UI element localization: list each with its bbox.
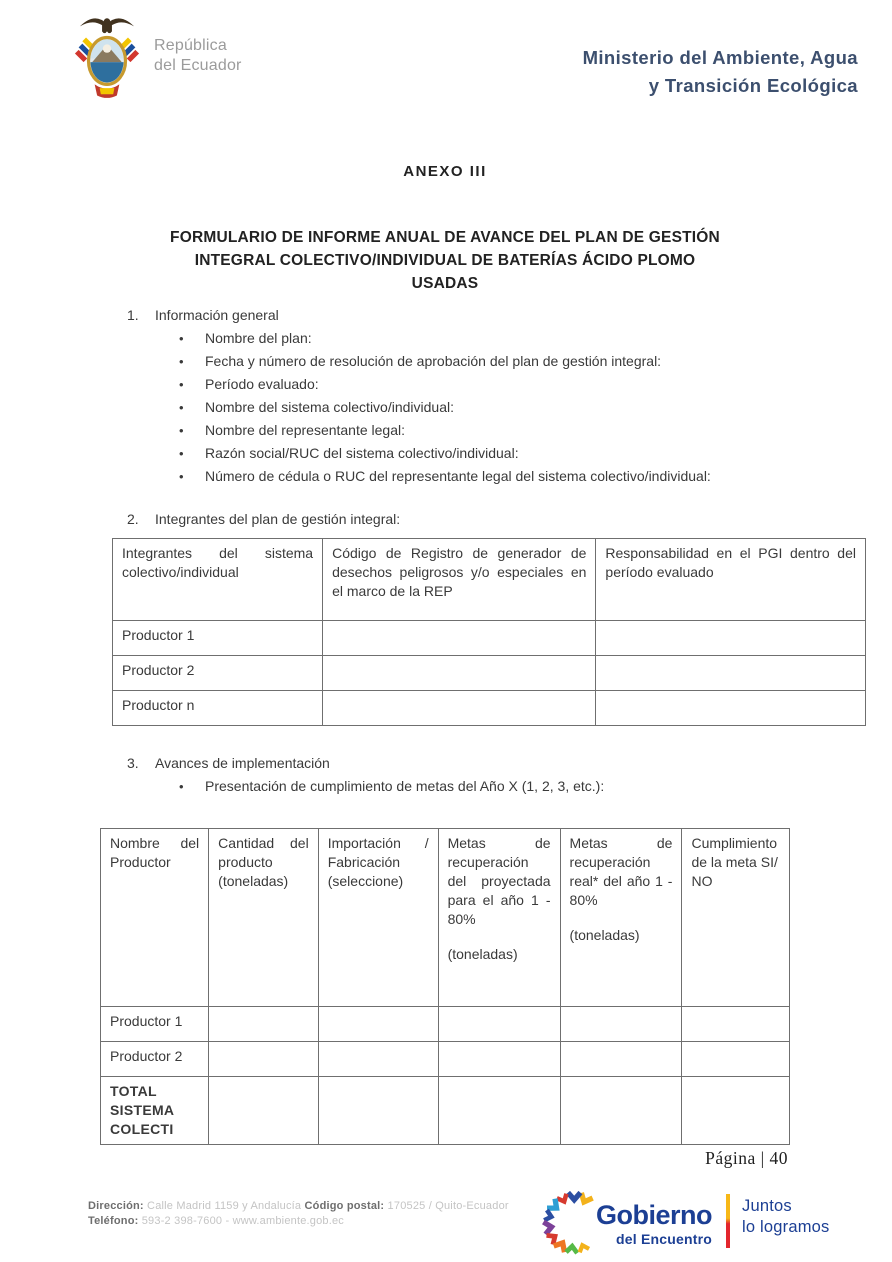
column-header xyxy=(560,829,682,1007)
form-title-line-1: FORMULARIO DE INFORME ANUAL DE AVANCE DEL PLAN DE GESTIÓN xyxy=(170,229,720,246)
column-header: Nombre del Productor xyxy=(101,829,209,1007)
bullet-text: Presentación de cumplimiento de metas del Año X (1, 2, 3, etc.): xyxy=(205,778,605,794)
bullet-icon: • xyxy=(179,779,184,794)
table-cell xyxy=(682,1007,790,1042)
bullet-text: Nombre del plan: xyxy=(205,330,312,346)
column-header: Responsabilidad en el PGI dentro del período evaluado xyxy=(596,539,866,621)
table-cell xyxy=(209,1042,319,1077)
table-cell xyxy=(209,1077,319,1145)
form-title-line-2: INTEGRAL COLECTIVO/INDIVIDUAL DE BATERÍAS ÁCIDO PLOMO xyxy=(194,252,696,269)
section-1-bullet-list xyxy=(179,327,857,488)
row-label: Productor 2 xyxy=(113,656,323,691)
column-header: Cantidad del producto (toneladas) xyxy=(209,829,319,1007)
gov-slogan-line-1: Juntos xyxy=(742,1197,792,1215)
bullet-text: Razón social/RUC del sistema colectivo/individual: xyxy=(205,445,519,461)
bullet-text: Número de cédula o RUC del representante legal del sistema colectivo/individual: xyxy=(205,468,711,484)
address-value: Calle Madrid 1159 y Andalucía xyxy=(143,1200,305,1212)
ministry-line-1: Ministerio del Ambiente, Agua xyxy=(582,47,858,68)
section-2-heading xyxy=(127,508,857,531)
table-cell xyxy=(682,1077,790,1145)
republic-line-1: República xyxy=(154,37,227,54)
table-cell xyxy=(596,621,866,656)
column-header-unit: (toneladas) xyxy=(447,946,518,962)
form-title-line-3: USADAS xyxy=(411,275,479,292)
table-cell xyxy=(438,1007,560,1042)
bullet-icon: • xyxy=(179,331,184,346)
bullet-text: Fecha y número de resolución de aprobación del plan de gestión integral: xyxy=(205,353,662,369)
table-cell xyxy=(318,1042,438,1077)
column-header: Integrantes del sistema colectivo/individual xyxy=(113,539,323,621)
table-cell xyxy=(318,1077,438,1145)
table-cell xyxy=(323,691,596,726)
row-label: Productor n xyxy=(113,691,323,726)
list-item xyxy=(179,465,857,488)
table-cell xyxy=(323,656,596,691)
bullet-icon: • xyxy=(179,400,184,415)
gov-subtitle: del Encuentro xyxy=(616,1231,712,1247)
table-header-row xyxy=(101,829,790,1007)
section-informacion-general xyxy=(127,304,857,488)
table-row xyxy=(101,1007,790,1042)
list-item xyxy=(179,373,857,396)
list-item xyxy=(179,442,857,465)
table-cell xyxy=(438,1042,560,1077)
ecuador-coat-of-arms-icon xyxy=(70,10,144,102)
column-header-text: Metas de recuperación real* del año 1 - 80% xyxy=(569,835,673,908)
table-cell xyxy=(209,1007,319,1042)
gov-logo-divider xyxy=(726,1194,730,1248)
list-item xyxy=(179,419,857,442)
ministry-title xyxy=(583,44,858,100)
address-label: Dirección: xyxy=(88,1200,144,1212)
bullet-text: Nombre del sistema colectivo/individual: xyxy=(205,399,454,415)
phone-label: Teléfono: xyxy=(88,1215,139,1227)
footer-address-line-1 xyxy=(88,1199,509,1214)
section-2-number: 2. xyxy=(127,511,139,527)
gov-slogan-line-2: lo logramos xyxy=(742,1218,830,1237)
bullet-text: Período evaluado: xyxy=(205,376,319,392)
ministry-line-2: y Transición Ecológica xyxy=(648,74,858,96)
table-total-row xyxy=(101,1077,790,1145)
bullet-icon: • xyxy=(179,446,184,461)
list-item xyxy=(179,327,857,350)
column-header: Importación / Fabricación (seleccione) xyxy=(318,829,438,1007)
gov-slogan xyxy=(742,1182,830,1239)
list-item xyxy=(179,350,857,373)
table-cell xyxy=(560,1007,682,1042)
gobierno-del-encuentro-logo xyxy=(538,1182,830,1262)
phone-value: 593-2 398-7600 - www.ambiente.gob.ec xyxy=(138,1215,345,1227)
form-title xyxy=(112,226,778,295)
table-cell xyxy=(596,656,866,691)
table-row xyxy=(113,691,866,726)
footer-address xyxy=(88,1199,509,1229)
table-row xyxy=(101,1042,790,1077)
section-1-number: 1. xyxy=(127,307,139,323)
gov-word: Gobierno xyxy=(596,1200,712,1230)
row-label: Productor 2 xyxy=(101,1042,209,1077)
section-avances xyxy=(127,752,857,798)
column-header-text: Metas de recuperación del proyectada para el año 1 - 80% xyxy=(447,835,551,927)
table-row xyxy=(113,621,866,656)
table-header-row xyxy=(113,539,866,621)
bullet-icon: • xyxy=(179,377,184,392)
total-row-label: TOTAL SISTEMA COLECTI xyxy=(101,1077,209,1145)
metas-table xyxy=(100,828,790,1145)
table-cell xyxy=(560,1042,682,1077)
column-header: Código de Registro de generador de desechos peligrosos y/o especiales en el marco de la REP xyxy=(323,539,596,621)
bullet-icon: • xyxy=(179,354,184,369)
republic-logo xyxy=(70,10,242,102)
column-header: Cumplimiento de la meta SI/NO xyxy=(682,829,790,1007)
table-row xyxy=(113,656,866,691)
list-item xyxy=(179,396,857,419)
page-number: Página | 40 xyxy=(705,1148,788,1168)
list-item xyxy=(179,775,857,798)
postal-label: Código postal: xyxy=(304,1200,385,1212)
bullet-icon: • xyxy=(179,469,184,484)
table-cell xyxy=(596,691,866,726)
bullet-text: Nombre del representante legal: xyxy=(205,422,406,438)
bullet-icon: • xyxy=(179,423,184,438)
integrantes-table xyxy=(112,538,866,726)
footer-address-line-2 xyxy=(88,1214,509,1229)
table-cell xyxy=(560,1077,682,1145)
section-3-heading xyxy=(127,752,857,775)
section-1-heading xyxy=(127,304,857,327)
section-2-title: Integrantes del plan de gestión integral: xyxy=(155,511,401,527)
republic-label xyxy=(154,36,242,76)
annex-title: ANEXO III xyxy=(403,163,487,180)
republic-line-2: del Ecuador xyxy=(154,57,242,74)
section-1-title: Información general xyxy=(155,307,279,323)
section-3-number: 3. xyxy=(127,755,139,771)
column-header xyxy=(438,829,560,1007)
table-cell xyxy=(318,1007,438,1042)
section-3-title: Avances de implementación xyxy=(155,755,330,771)
section-integrantes xyxy=(127,508,857,531)
table-cell xyxy=(682,1042,790,1077)
table-cell xyxy=(323,621,596,656)
row-label: Productor 1 xyxy=(101,1007,209,1042)
postal-value: 170525 / Quito-Ecuador xyxy=(384,1200,509,1212)
gov-wordmark xyxy=(596,1182,712,1247)
table-cell xyxy=(438,1077,560,1145)
section-3-bullet-list xyxy=(179,775,857,798)
column-header-unit: (toneladas) xyxy=(569,927,640,943)
row-label: Productor 1 xyxy=(113,621,323,656)
